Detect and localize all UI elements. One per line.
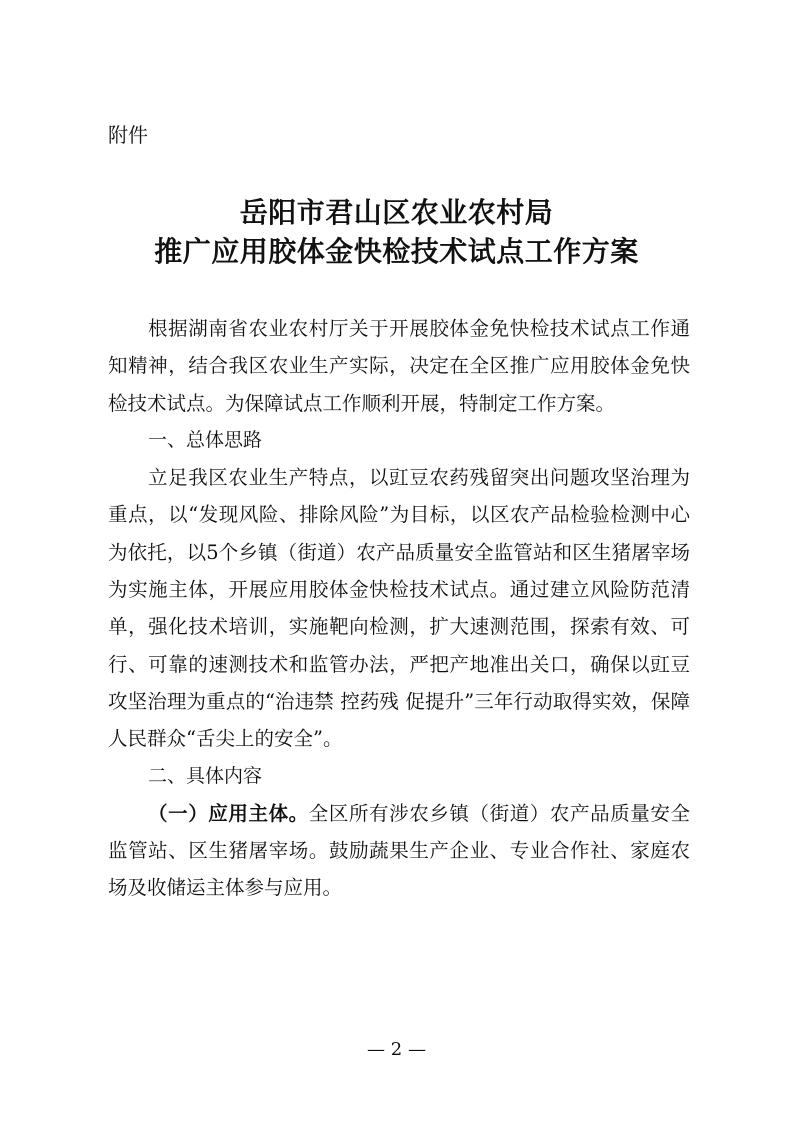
- section-heading-overall-approach: 一、总体思路: [148, 428, 263, 451]
- page-number: — 2 —: [367, 1039, 426, 1060]
- subsection-body-application-subject: 全区所有涉农乡镇（街道）农产品质量安全监管站、区生猪屠宰场。鼓励蔬果生产企业、专业合作社、家庭农场及收储运主体参与应用。: [108, 801, 690, 900]
- document-title-line-1: 岳阳市君山区农业农村局: [239, 196, 554, 229]
- document-body: [108, 310, 690, 907]
- subsection-heading-application-subject: （一）应用主体。: [148, 801, 309, 825]
- intro-paragraph: 根据湖南省农业农村厅关于开展胶体金免快检技术试点工作通知精神，结合我区农业生产实际，决定在全区推广应用胶体金免快检技术试点。为保障试点工作顺利开展，特制定工作方案。: [108, 317, 690, 415]
- subsection-paragraph-application-subject: [108, 795, 690, 907]
- document-title-line-2: 推广应用胶体金快检技术试点工作方案: [154, 235, 639, 268]
- section-heading-specific-content: 二、具体内容: [148, 764, 263, 787]
- section-paragraph-overall-approach: 立足我区农业生产特点，以豇豆农药残留突出问题攻坚治理为重点，以“发现风险、排除风险”为目标，以区农产品检验检测中心为依托，以5个乡镇（街道）农产品质量安全监管站和区生猪屠宰场为实施主体，开展应用胶体金快检技术试点。通过建立风险防范清单，强化技术培训，实施靶向检测，扩大速测范围，探索有效、可行、可靠的速测技术和监管办法，严把产地准出关口，确保以豇豆攻坚治理为重点的“治违禁 控药残 促提升”三年行动取得实效，保障人民群众“舌尖上的安全”。: [108, 466, 690, 751]
- attachment-label: 附件: [108, 123, 148, 147]
